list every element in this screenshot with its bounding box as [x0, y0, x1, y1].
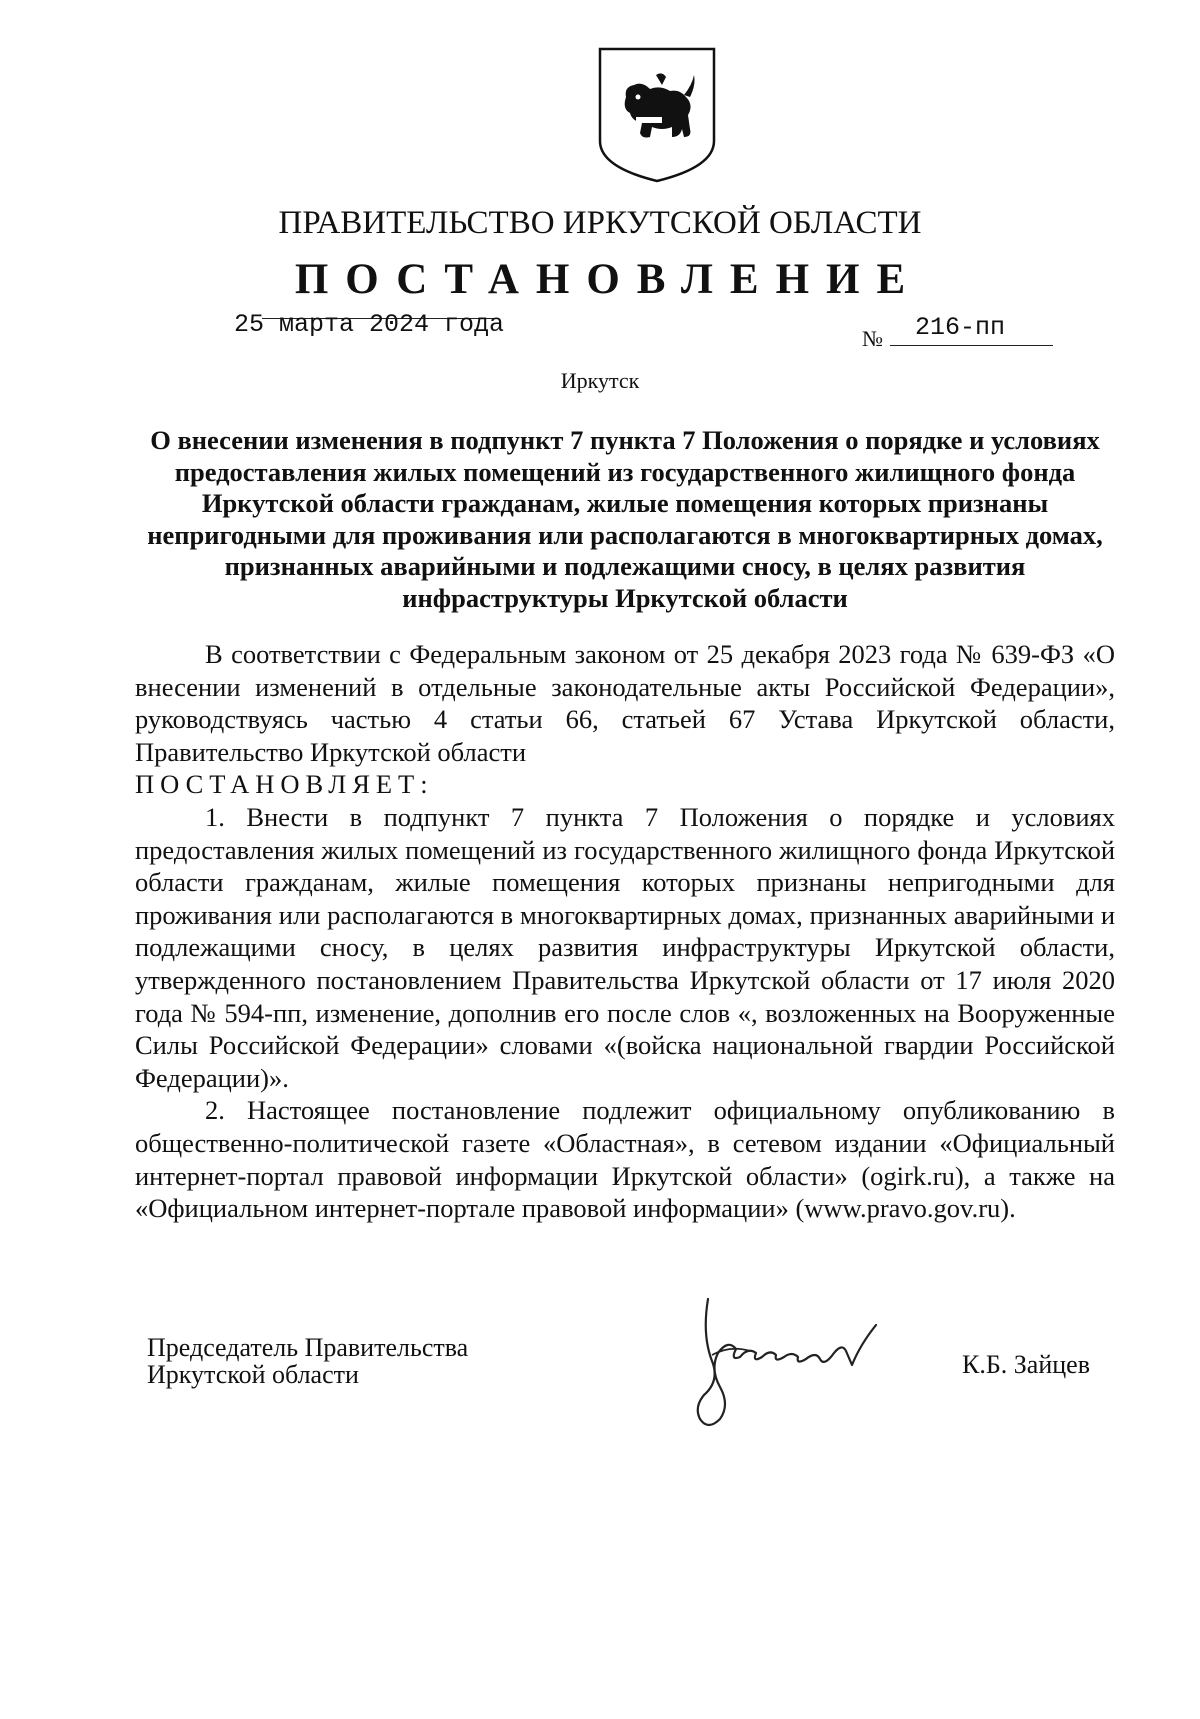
document-heading: О внесении изменения в подпункт 7 пункта 7 Положения о порядке и условиях предоставления жилых помещений из государственного жилищного фонда Иркутской области гражданам, жилые помещения которых признаны непригодными для проживания или располагаются в многоквартирных домах, признанных аварийными и подлежащими сносу, в целях развития инфраструктуры Иркутской области	[147, 425, 1103, 613]
document-type: ПОСТАНОВЛЕНИЕ	[294, 256, 923, 303]
document-date: 25 марта 2024 года	[234, 310, 505, 339]
handwritten-signature-icon	[690, 1295, 920, 1435]
number-underline	[890, 345, 1053, 346]
item-2-paragraph: 2. Настоящее постановление подлежит официальному опубликованию в общественно-политической газете «Областная», в сетевом издании «Официальный интернет-портал правовой информации Иркутской области» (ogirk.ru), а также на «Официальном интернет-портале правовой информации» (www.pravo.gov.ru).	[135, 1095, 1115, 1224]
city: Иркутск	[560, 368, 640, 393]
signer-position-line-1: Председатель Правительства	[147, 1333, 469, 1362]
coat-of-arms-icon	[596, 45, 718, 185]
document-number: 216-пп	[915, 313, 1006, 342]
government-title: ПРАВИТЕЛЬСТВО ИРКУТСКОЙ ОБЛАСТИ	[278, 205, 922, 241]
document-body	[135, 638, 1115, 1225]
resolves-line: ПОСТАНОВЛЯЕТ:	[135, 769, 434, 800]
signer-position-line-2: Иркутской области	[147, 1360, 359, 1389]
item-1-paragraph: 1. Внести в подпункт 7 пункта 7 Положения о порядке и условиях предоставления жилых помещений из государственного жилищного фонда Иркутской области гражданам, жилые помещения которых признаны непригодными для проживания или располагаются в многоквартирных домах, признанных аварийными и подлежащими сносу, в целях развития инфраструктуры Иркутской области, утвержденного постановлением Правительства Иркутской области от 17 июля 2020 года № 594-пп, изменение, дополнив его после слов «, возложенных на Вооруженные Силы Российской Федерации» словами «(войска национальной гвардии Российской Федерации)».	[135, 801, 1115, 1093]
signer-name: К.Б. Зайцев	[962, 1350, 1090, 1379]
signer-position	[147, 1334, 468, 1388]
number-sign: №	[862, 326, 883, 351]
preamble-paragraph: В соответствии с Федеральным законом от 25 декабря 2023 года № 639-ФЗ «О внесении изменений в отдельные законодательные акты Российской Федерации», руководствуясь частью 4 статьи 66, статьей 67 Устава Иркутской области, Правительство Иркутской области	[135, 639, 1115, 767]
